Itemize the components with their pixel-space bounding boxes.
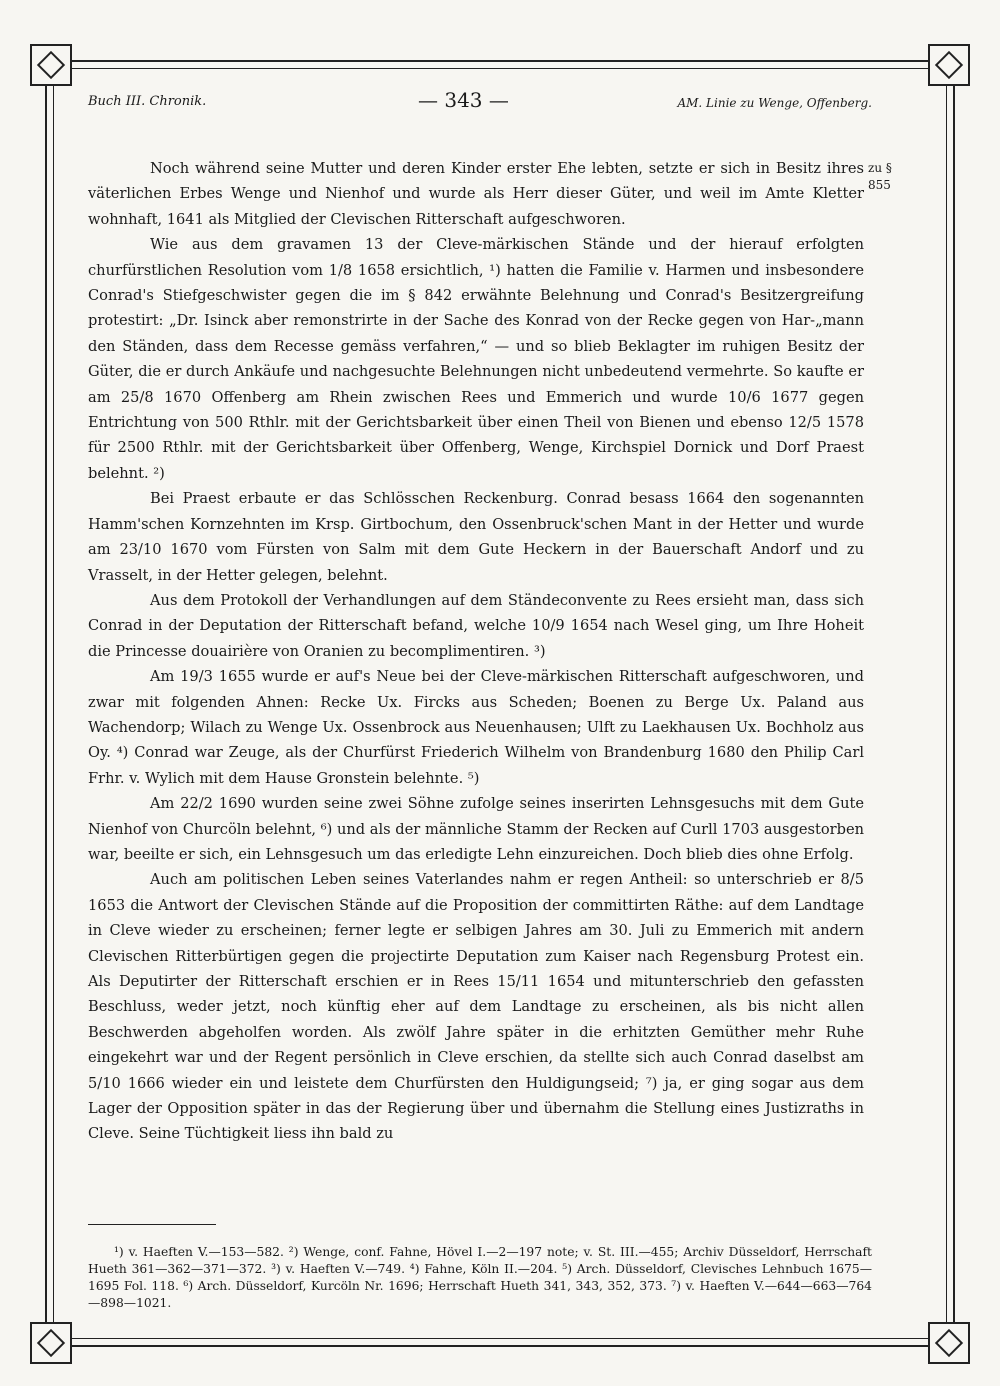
- corner-ornament-icon: [30, 44, 72, 86]
- header-section-title: AM. Linie zu Wenge, Offenberg.: [677, 96, 872, 110]
- page-number: — 343 —: [418, 88, 509, 112]
- border-bottom: [30, 1338, 970, 1347]
- border-top: [30, 60, 970, 69]
- paragraph: Bei Praest erbaute er das Schlösschen Reckenburg. Conrad besass 1664 den sogenannten Hamm'schen Kornzehnten im Krsp. Girtbochum, den Ossenbruck'schen Mant in der Hetter und wurde am 23/10 1670 vom Fürsten von Salm mit dem Gute Heckern in der Bauerschaft Andorf und zu Vrasselt, in der Hetter gelegen, belehnt.: [88, 490, 864, 584]
- body-text: [88, 156, 864, 1147]
- footnote-rule: [88, 1224, 216, 1225]
- corner-ornament-icon: [30, 1322, 72, 1364]
- paragraph: Auch am politischen Leben seines Vaterlandes nahm er regen Antheil: so unterschrieb er 8/5 1653 die Antwort der Clevischen Stände auf die Proposition der committirten Räthe: auf dem Landtage in Cleve wieder zu erscheinen; ferner legte er selbigen Jahres am 30. Juli zu Emmerich mit andern Clevischen Ritterbürtigen gegen die projectirte Deputation zum Kaiser nach Regensburg Protest ein. Als Deputirter der Ritterschaft erschien er in Rees 15/11 1654 und mitunterschrieb den gefassten Beschluss, weder jetzt, noch künftig eher auf dem Landtage zu erscheinen, als bis nicht allen Beschwerden abgeholfen worden. Als zwölf Jahre später in die erhitzten Gemüther mehr Ruhe eingekehrt war und der Regent persönlich in Cleve erschien, da stellte sich auch Conrad daselbst am 5/10 1666 wieder ein und leistete dem Churfürsten den Huldigungseid; ⁷) ja, er ging sogar aus dem Lager der Opposition später in das der Regierung über und übernahm die Stellung eines Justizraths in Cleve. Seine Tüchtigkeit liess ihn bald zu: [88, 871, 864, 1143]
- border-right: [946, 52, 955, 1348]
- paragraph: Aus dem Protokoll der Verhandlungen auf dem Ständeconvente zu Rees ersieht man, dass sich Conrad in der Deputation der Ritterschaft befand, welche 10/9 1654 nach Wesel ging, um Ihre Hoheit die Princesse douairière von Oranien zu becomplimentiren. ³): [88, 591, 864, 660]
- footnotes: [88, 1244, 872, 1312]
- paragraph: Am 22/2 1690 wurden seine zwei Söhne zufolge seines inserirten Lehnsgesuchs mit dem Gute Nienhof von Churcöln belehnt, ⁶) und als der männliche Stamm der Recken auf Curll 1703 ausgestorben war, beeilte er sich, ein Lehnsgesuch um das erledigte Lehn einzureichen. Doch blieb dies ohne Erfolg.: [88, 795, 864, 863]
- corner-ornament-icon: [928, 1322, 970, 1364]
- header-book-title: Buch III. Chronik.: [88, 94, 207, 109]
- paragraph: Am 19/3 1655 wurde er auf's Neue bei der Cleve-märkischen Ritterschaft aufgeschworen, und zwar mit folgenden Ahnen: Recke Ux. Fircks aus Scheden; Boenen zu Berge Ux. Paland aus Wachendorp; Wilach zu Wenge Ux. Ossenbrock aus Neuenhausen; Ulft zu Laekhausen Ux. Bochholz aus Oy. ⁴) Conrad war Zeuge, als der Churfürst Friederich Wilhelm von Brandenburg 1680 den Philip Carl Frhr. v. Wylich mit dem Hause Gronstein belehnte. ⁵): [88, 668, 864, 787]
- paragraph: Wie aus dem gravamen 13 der Cleve-märkischen Stände und der hierauf erfolgten churfürstlichen Resolution vom 1/8 1658 ersichtlich, ¹) hatten die Familie v. Harmen und insbesondere Conrad's Stiefgeschwister gegen die im § 842 erwähnte Belehnung und Conrad's Besitzergreifung protestirt: „Dr. Isinck aber remonstrirte in der Sache des Konrad von der Recke gegen von Har-„mann den Ständen, dass dem Recesse gemäss verfahren,“ — und so blieb Beklagter im ruhigen Besitz der Güter, die er durch Ankäufe und nachgesuchte Belehnungen nicht unbedeutend vermehrte. So kaufte er am 25/8 1670 Offenberg am Rhein zwischen Rees und Emmerich und wurde 10/6 1677 gegen Entrichtung von 500 Rthlr. mit der Gerichtsbarkeit über einen Theil von Bienen und ebenso 12/5 1578 für 2500 Rthlr. mit der Gerichtsbarkeit über Offenberg, Wenge, Kirchspiel Dornick und Dorf Praest belehnt. ²): [88, 236, 864, 482]
- margin-note: zu § 855: [868, 161, 892, 192]
- running-header: [88, 88, 872, 118]
- border-left: [45, 52, 54, 1348]
- footnote-text: ¹) v. Haeften V.—153—582. ²) Wenge, conf. Fahne, Hövel I.—2—197 note; v. St. III.—455; Archiv Düsseldorf, Herrschaft Hueth 361—362—371—372. ³) v. Haeften V.—749. ⁴) Fahne, Köln II.—204. ⁵) Arch. Düsseldorf, Clevisches Lehnbuch 1675—1695 Fol. 118. ⁶) Arch. Düsseldorf, Kurcöln Nr. 1696; Herrschaft Hueth 341, 343, 352, 373. ⁷) v. Haeften V.—644—663—764—898—1021.: [88, 1245, 872, 1310]
- corner-ornament-icon: [928, 44, 970, 86]
- paragraph: Noch während seine Mutter und deren Kinder erster Ehe lebten, setzte er sich in Besitz ihres väterlichen Erbes Wenge und Nienhof und wurde als Herr dieser Güter, und weil im Amte Kletter wohnhaft, 1641 als Mitglied der Clevischen Ritterschaft aufgeschworen.: [88, 160, 864, 228]
